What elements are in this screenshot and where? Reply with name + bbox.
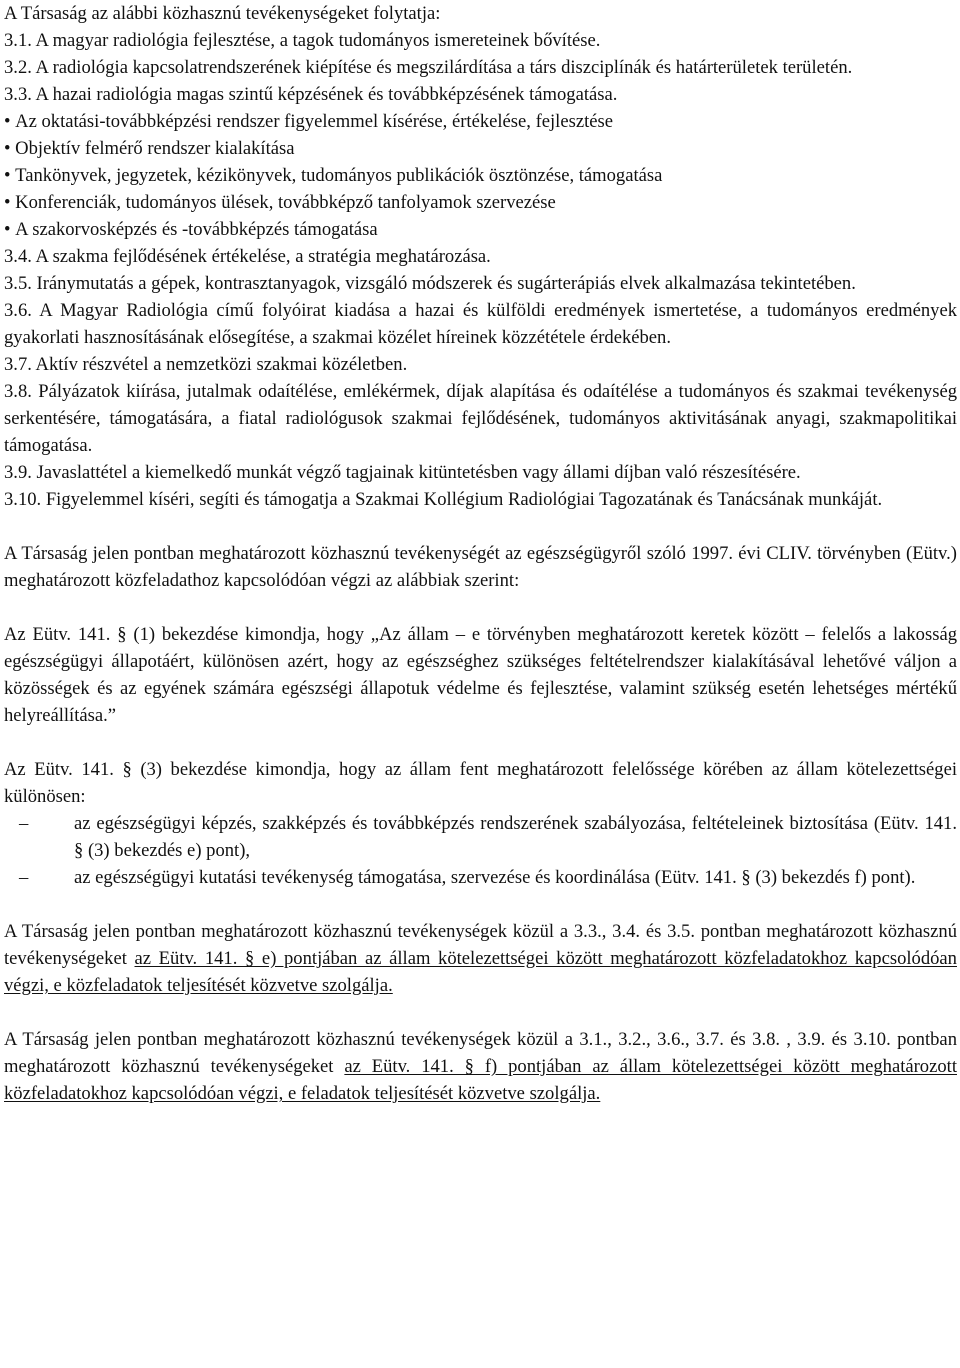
item-3-3: 3.3. A hazai radiológia magas szintű képzésének és továbbképzésének támogatása. xyxy=(4,84,618,105)
bullet-item: • Tankönyvek, jegyzetek, kézikönyvek, tudományos publikációk ösztönzése, támogatása xyxy=(4,162,957,189)
paragraph-gap xyxy=(4,513,957,540)
paragraph-text: A Társaság jelen pontban meghatározott közhasznú tevékenységek közül a 3.3., 3.4. és 3.5. pontban meghatározott közhasznú tevékenységeket xyxy=(4,921,957,969)
item-3-1: 3.1. A magyar radiológia fejlesztése, a tagok tudományos ismereteinek bővítése. xyxy=(4,30,601,51)
paragraph-eutv-intro: A Társaság jelen pontban meghatározott közhasznú tevékenységét az egészségügyről szóló 1997. évi CLIV. törvényben (Eütv.) meghatározott közfeladathoz kapcsolódóan végzi az alábbiak szerint: xyxy=(4,543,957,591)
bullet-item: • Konferenciák, tudományos ülések, továbbképző tanfolyamok szervezése xyxy=(4,189,957,216)
paragraph-gap xyxy=(4,594,957,621)
underlined-text: az Eütv. 141. § e) pontjában az állam kötelezettségei között meghatározott közfeladatokhoz kapcsolódóan végzi, e közfeladatok teljesítését közvetve szolgálja. xyxy=(4,948,957,996)
dash-list-item xyxy=(4,810,957,864)
dash-marker: – xyxy=(19,813,29,834)
paragraph-eutv-141-3: Az Eütv. 141. § (3) bekezdése kimondja, hogy az állam fent meghatározott felelőssége körében az állam kötelezettségei különösen: xyxy=(4,759,957,807)
paragraph-eutv-141-1: Az Eütv. 141. § (1) bekezdése kimondja, hogy „Az állam – e törvényben meghatározott keretek között – felelős a lakosság egészségügyi állapotáért, különösen azért, hogy az egészséghez szükséges feltételrendszer kialakításával lehetővé váljon a közösségek és az egyének számára egészségi állapotuk védelme és fejlesztése, valamint szükség esetén lehetséges mértékű helyreállítása.” xyxy=(4,624,957,726)
paragraph-text: A Társaság jelen pontban meghatározott közhasznú tevékenységek közül a 3.1., 3.2., 3.6., 3.7. és 3.8. , 3.9. és 3.10. pontban meghatározott közhasznú tevékenységeket xyxy=(4,1029,957,1077)
paragraph-gap xyxy=(4,891,957,918)
paragraph-gap xyxy=(4,729,957,756)
paragraph-public-task-e xyxy=(4,918,957,999)
dash-text: az egészségügyi kutatási tevékenység támogatása, szervezése és koordinálása (Eütv. 141. § (3) bekezdés f) pont). xyxy=(74,867,916,888)
item-3-5: 3.5. Iránymutatás a gépek, kontrasztanyagok, vizsgáló módszerek és sugárterápiás elvek alkalmazása tekintetében. xyxy=(4,273,856,294)
bullet-item: • Az oktatási-továbbképzési rendszer figyelemmel kísérése, értékelése, fejlesztése xyxy=(4,108,957,135)
item-3-7: 3.7. Aktív részvétel a nemzetközi szakmai közéletben. xyxy=(4,354,408,375)
intro-line: A Társaság az alábbi közhasznú tevékenységeket folytatja: xyxy=(4,3,441,24)
item-3-8: 3.8. Pályázatok kiírása, jutalmak odaítélése, emlékérmek, díjak alapítása és odaítélése a tudományos és szakmai tevékenység serkentésére, támogatására, a fiatal radiológusok szakmai fejlődésének, tudományos aktivitásának anyagi, szakmapolitikai támogatása. xyxy=(4,381,957,456)
item-3-4: 3.4. A szakma fejlődésének értékelése, a stratégia meghatározása. xyxy=(4,246,491,267)
item-3-9: 3.9. Javaslattétel a kiemelkedő munkát végző tagjainak kitüntetésben vagy állami díjban való részesítésére. xyxy=(4,462,801,483)
paragraph-public-task-f xyxy=(4,1026,957,1107)
bullet-item: • Objektív felmérő rendszer kialakítása xyxy=(4,135,957,162)
paragraph-gap xyxy=(4,999,957,1026)
item-3-2: 3.2. A radiológia kapcsolatrendszerének kiépítése és megszilárdítása a társ diszciplínák és határterületek területén. xyxy=(4,57,853,78)
dash-text: az egészségügyi képzés, szakképzés és továbbképzés rendszerének szabályozása, feltételeinek biztosítása (Eütv. 141. § (3) bekezdés e) pont), xyxy=(74,813,957,861)
underlined-text: az Eütv. 141. § f) pontjában az állam kötelezettségei között meghatározott közfeladatokhoz kapcsolódóan végzi, e feladatok teljesítését közvetve szolgálja. xyxy=(4,1056,957,1104)
dash-list-item xyxy=(4,864,957,891)
item-3-10: 3.10. Figyelemmel kíséri, segíti és támogatja a Szakmai Kollégium Radiológiai Tagozatának és Tanácsának munkáját. xyxy=(4,489,883,510)
item-3-6: 3.6. A Magyar Radiológia című folyóirat kiadása a hazai és külföldi eredmények ismertetése, a tudományos eredmények gyakorlati hasznosításának elősegítése, a szakmai közélet híreinek közzététele érdekében. xyxy=(4,300,957,348)
dash-marker: – xyxy=(19,867,29,888)
bullet-item: • A szakorvosképzés és -továbbképzés támogatása xyxy=(4,216,957,243)
